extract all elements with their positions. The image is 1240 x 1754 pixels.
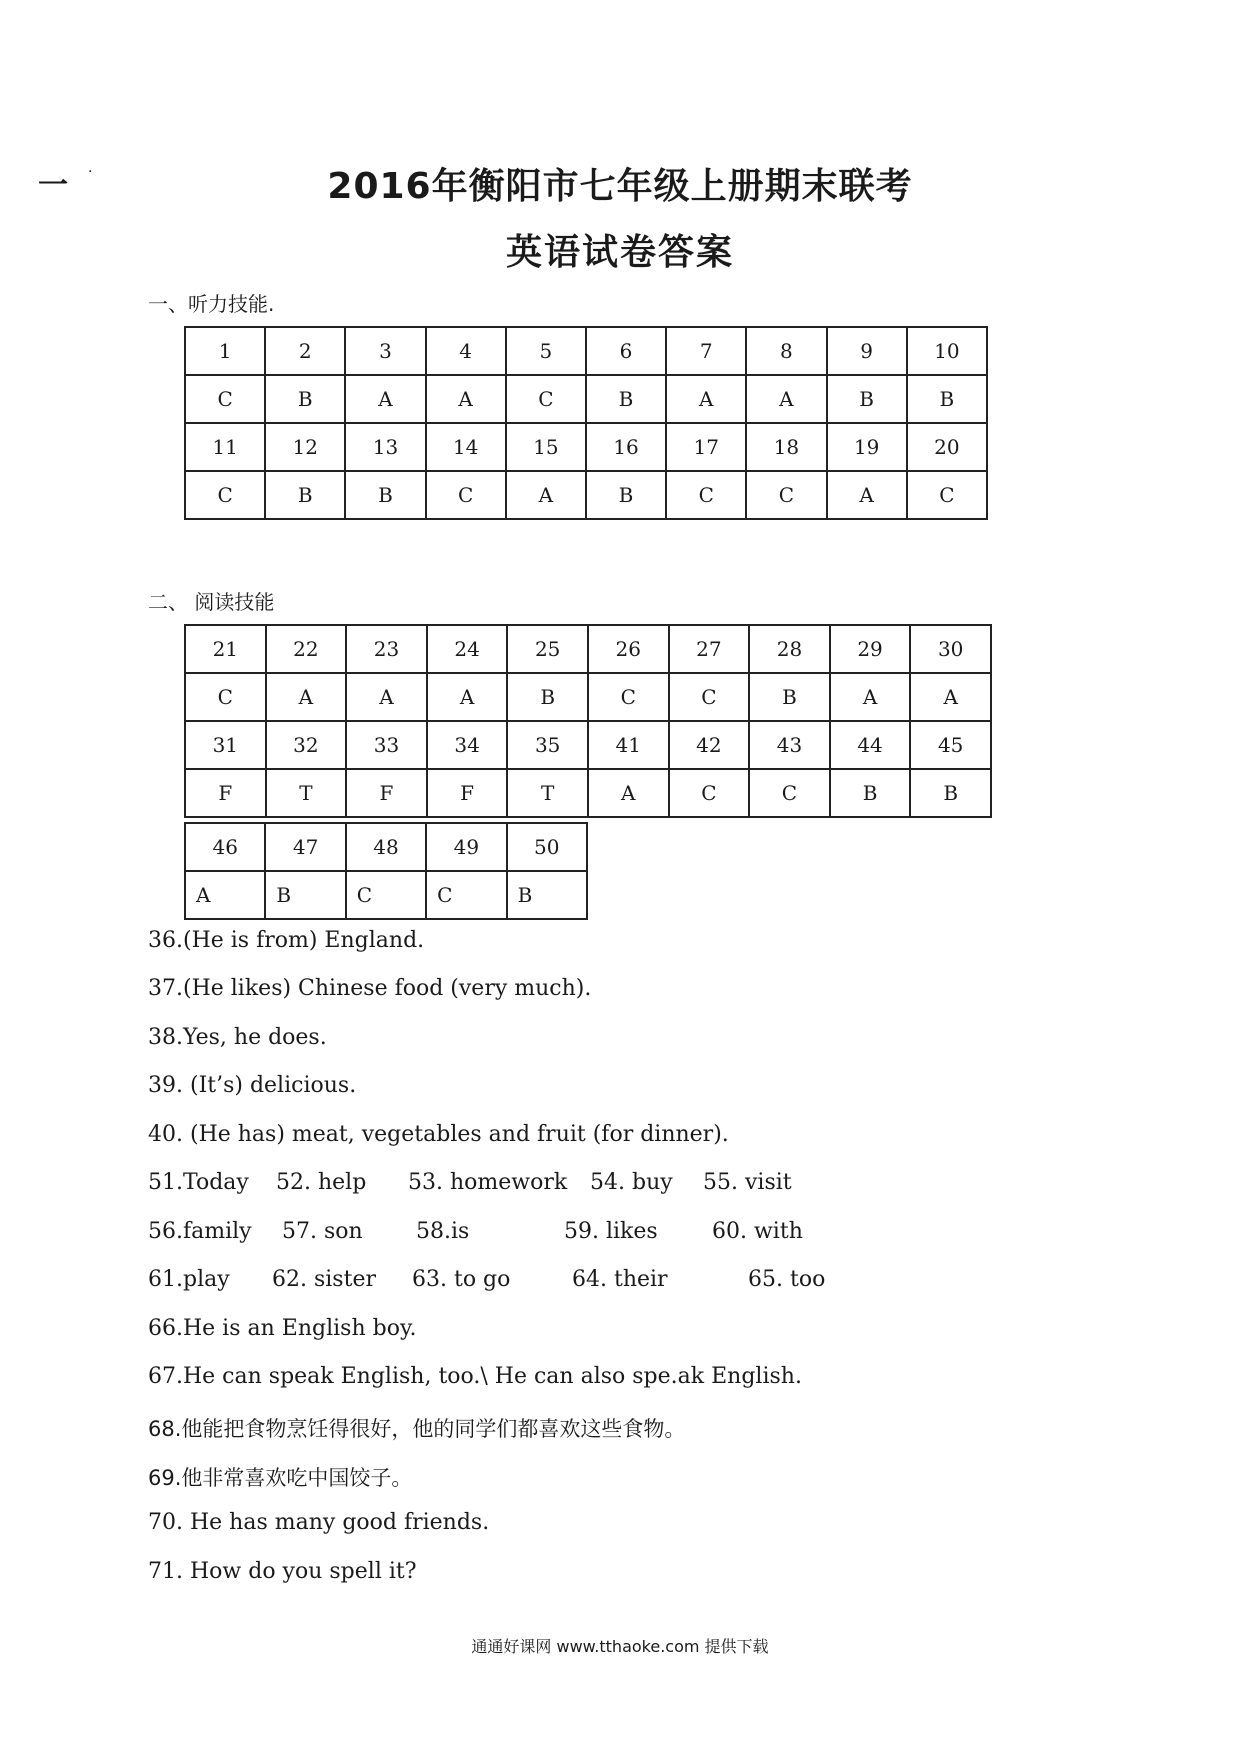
section-heading-listening: 一、听力技能. [148, 292, 275, 316]
answer-cell: A [827, 471, 907, 519]
answer-53: 53. homework [408, 1170, 568, 1195]
question-number-cell: 13 [345, 423, 425, 471]
question-number-cell: 12 [265, 423, 345, 471]
answer-cell: T [507, 769, 588, 817]
section-heading-reading: 二、 阅读技能 [148, 590, 275, 614]
page-subtitle: 英语试卷答案 [505, 232, 734, 273]
question-number-cell: 43 [749, 721, 830, 769]
listening-table-body [185, 327, 987, 519]
answer-40: 40. (He has) meat, vegetables and fruit (for dinner). [148, 1122, 729, 1147]
question-number-cell: 2 [265, 327, 345, 375]
answer-cell: F [185, 769, 266, 817]
reading-answer-table-tail [184, 822, 588, 920]
answer-cell: B [345, 471, 425, 519]
answer-cell: B [507, 673, 588, 721]
table-row [185, 673, 991, 721]
answer-69: 69.他非常喜欢吃中国饺子。 [148, 1466, 413, 1490]
listening-answer-table [184, 326, 988, 520]
question-number-cell: 15 [506, 423, 586, 471]
reading-table-body [185, 625, 991, 817]
answer-cell: B [910, 769, 991, 817]
answer-38: 38.Yes, he does. [148, 1025, 327, 1050]
question-number-cell: 33 [346, 721, 427, 769]
answer-cell: A [588, 769, 669, 817]
answer-36: 36.(He is from) England. [148, 928, 425, 953]
answer-cell: A [266, 673, 347, 721]
question-number-cell: 20 [907, 423, 987, 471]
question-number-cell: 21 [185, 625, 266, 673]
answer-cell: A [746, 375, 826, 423]
answer-61: 61.play [148, 1267, 230, 1292]
answer-cell: C [746, 471, 826, 519]
answer-cell: A [345, 375, 425, 423]
question-number-cell: 31 [185, 721, 266, 769]
table-row [185, 375, 987, 423]
answer-cell: C [588, 673, 669, 721]
answer-row-56-60 [148, 1219, 848, 1249]
answer-71: 71. How do you spell it? [148, 1559, 417, 1584]
question-number-cell: 14 [426, 423, 506, 471]
answer-cell: B [749, 673, 830, 721]
question-number-cell: 8 [746, 327, 826, 375]
question-number-cell: 19 [827, 423, 907, 471]
answer-cell: A [185, 871, 265, 919]
answer-cell: C [185, 375, 265, 423]
answer-cell: C [907, 471, 987, 519]
answer-55: 55. visit [703, 1170, 792, 1195]
answer-cell: B [265, 871, 345, 919]
answer-cell: A [666, 375, 746, 423]
question-number-cell: 27 [669, 625, 750, 673]
table-row [185, 871, 587, 919]
question-number-cell: 29 [830, 625, 911, 673]
answer-cell: A [426, 375, 506, 423]
answer-cell: T [266, 769, 347, 817]
answer-cell: A [830, 673, 911, 721]
question-number-cell: 9 [827, 327, 907, 375]
answer-cell: C [426, 871, 506, 919]
question-number-cell: 41 [588, 721, 669, 769]
answer-54: 54. buy [590, 1170, 673, 1195]
answer-cell: B [907, 375, 987, 423]
answer-cell: B [265, 471, 345, 519]
answer-66: 66.He is an English boy. [148, 1316, 417, 1341]
answer-62: 62. sister [272, 1267, 376, 1292]
question-number-cell: 7 [666, 327, 746, 375]
question-number-cell: 32 [266, 721, 347, 769]
question-number-cell: 25 [507, 625, 588, 673]
answer-cell: C [185, 673, 266, 721]
answer-cell: A [506, 471, 586, 519]
question-number-cell: 26 [588, 625, 669, 673]
question-number-cell: 10 [907, 327, 987, 375]
answer-cell: B [827, 375, 907, 423]
question-number-cell: 24 [427, 625, 508, 673]
footer-source: 通通好课网 www.tthaoke.com 提供下载 [471, 1637, 769, 1656]
answer-cell: B [265, 375, 345, 423]
question-number-cell: 49 [426, 823, 506, 871]
question-number-cell: 47 [265, 823, 345, 871]
answer-63: 63. to go [412, 1267, 511, 1292]
table-row [185, 471, 987, 519]
answer-70: 70. He has many good friends. [148, 1510, 490, 1535]
table-row [185, 327, 987, 375]
answer-60: 60. with [712, 1219, 803, 1244]
answer-39: 39. (It’s) delicious. [148, 1073, 357, 1098]
answer-cell: C [506, 375, 586, 423]
table-row [185, 423, 987, 471]
answer-cell: A [910, 673, 991, 721]
answer-cell: C [669, 673, 750, 721]
question-number-cell: 28 [749, 625, 830, 673]
reading-answer-table [184, 624, 992, 818]
answer-51: 51.Today [148, 1170, 249, 1195]
answer-cell: C [426, 471, 506, 519]
question-number-cell: 1 [185, 327, 265, 375]
answer-cell: C [669, 769, 750, 817]
answer-cell: B [830, 769, 911, 817]
question-number-cell: 6 [586, 327, 666, 375]
question-number-cell: 22 [266, 625, 347, 673]
answer-cell: C [185, 471, 265, 519]
answer-cell: F [346, 769, 427, 817]
reading-tail-body [185, 823, 587, 919]
answer-58: 58.is [416, 1219, 470, 1244]
answer-57: 57. son [282, 1219, 363, 1244]
table-row [185, 625, 991, 673]
answer-cell: A [346, 673, 427, 721]
question-number-cell: 45 [910, 721, 991, 769]
question-number-cell: 46 [185, 823, 265, 871]
answer-cell: C [666, 471, 746, 519]
answer-cell: B [507, 871, 587, 919]
answer-row-61-65 [148, 1267, 868, 1297]
answer-cell: B [586, 471, 666, 519]
question-number-cell: 42 [669, 721, 750, 769]
answer-37: 37.(He likes) Chinese food (very much). [148, 976, 592, 1001]
answer-cell: C [749, 769, 830, 817]
question-number-cell: 11 [185, 423, 265, 471]
question-number-cell: 23 [346, 625, 427, 673]
question-number-cell: 35 [507, 721, 588, 769]
question-number-cell: 4 [426, 327, 506, 375]
question-number-cell: 44 [830, 721, 911, 769]
answer-64: 64. their [572, 1267, 668, 1292]
answer-67: 67.He can speak English, too.\ He can also spe.ak English. [148, 1364, 802, 1389]
answer-cell: A [427, 673, 508, 721]
question-number-cell: 17 [666, 423, 746, 471]
answer-56: 56.family [148, 1219, 252, 1244]
table-row [185, 823, 587, 871]
answer-59: 59. likes [564, 1219, 658, 1244]
answer-68: 68.他能把食物烹饪得很好，他的同学们都喜欢这些食物。 [148, 1417, 686, 1441]
answer-cell: C [346, 871, 426, 919]
question-number-cell: 34 [427, 721, 508, 769]
question-number-cell: 5 [506, 327, 586, 375]
table-row [185, 769, 991, 817]
question-number-cell: 16 [586, 423, 666, 471]
question-number-cell: 50 [507, 823, 587, 871]
question-number-cell: 30 [910, 625, 991, 673]
answer-65: 65. too [748, 1267, 826, 1292]
answer-52: 52. help [276, 1170, 367, 1195]
answer-cell: F [427, 769, 508, 817]
table-row [185, 721, 991, 769]
answer-row-51-55 [148, 1170, 848, 1200]
margin-dot: · [88, 164, 93, 180]
answer-cell: B [586, 375, 666, 423]
margin-dash: 一 [38, 168, 68, 203]
question-number-cell: 18 [746, 423, 826, 471]
page-title: 2016年衡阳市七年级上册期末联考 [327, 166, 913, 207]
question-number-cell: 48 [346, 823, 426, 871]
question-number-cell: 3 [345, 327, 425, 375]
